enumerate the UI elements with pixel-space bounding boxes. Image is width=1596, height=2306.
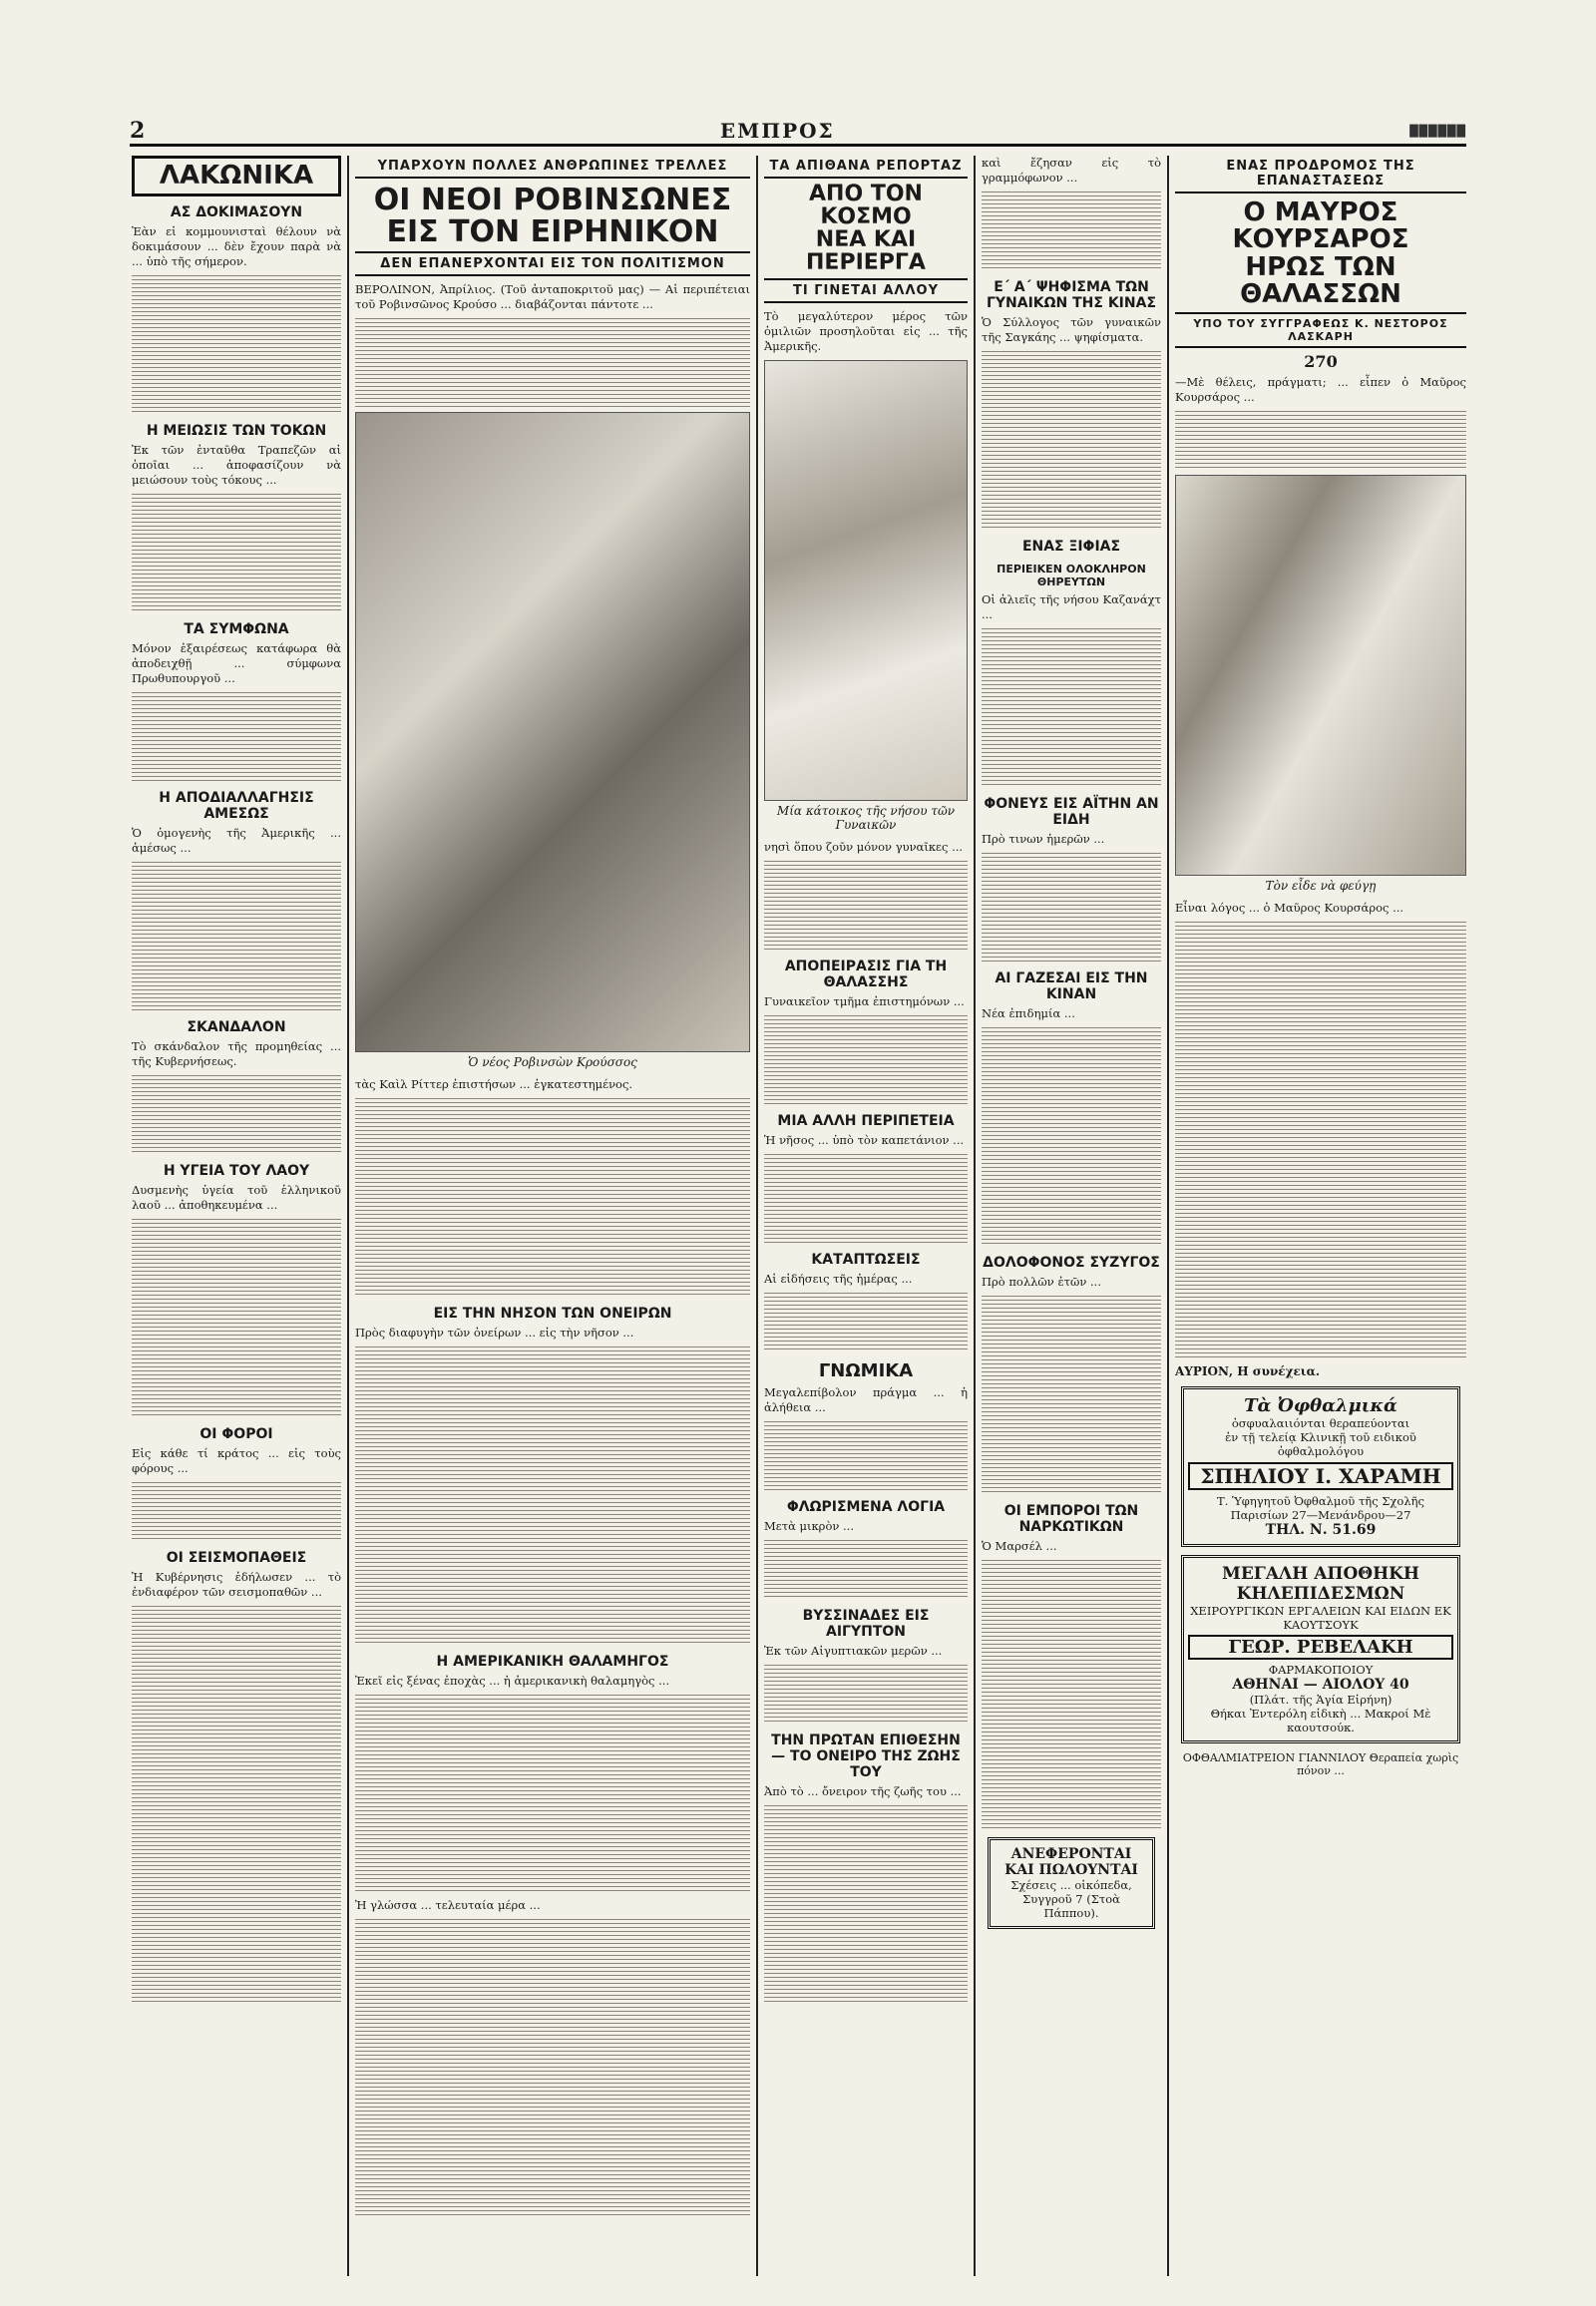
article-heading: ΚΑΤΑΠΤΩΣΕΙΣ: [811, 1252, 921, 1269]
article-kicker: ΕΝΑΣ ΠΡΟΔΡΟΜΟΣ ΤΗΣ ΕΠΑΝΑΣΤΑΣΕΩΣ: [1175, 156, 1466, 193]
masthead-right-decoration: ██████: [1409, 124, 1466, 138]
article-text: Μόνον ἐξαιρέσεως κατάφωρα θὰ ἀποδειχθῇ ... σύμφωνα Πρωθυπουργοῦ ...: [132, 641, 341, 686]
article-text: τὰς Καὶλ Ρίττερ ἐπιστήσων ... ἐγκατεστημένος.: [355, 1077, 633, 1091]
paper-name: ΕΜΠΡΟΣ: [719, 119, 835, 143]
headline-line-2: ΗΡΩΣ ΤΩΝ ΘΑΛΑΣΣΩΝ: [1240, 251, 1401, 309]
ad-body: Σχέσεις ... οἰκόπεδα, Συγγροῦ 7 (Στοὰ Πάππου).: [1010, 1878, 1132, 1920]
ad-name: ΣΠΗΛΙΟΥ Ι. ΧΑΡΑΜΗ: [1188, 1462, 1453, 1490]
text-block: [764, 1421, 968, 1491]
article-heading: ΣΚΑΝΔΑΛΟΝ: [187, 1019, 286, 1036]
ad-title: ΚΗΛΕΠΙΔΕΣΜΩΝ: [1236, 1584, 1405, 1605]
headline-line-2: ΕΙΣ ΤΟΝ ΕΙΡΗΝΙΚΟΝ: [386, 213, 719, 249]
ad-title: ΑΝΕΦΕΡΟΝΤΑΙ ΚΑΙ ΠΩΛΟΥΝΤΑΙ: [1004, 1846, 1138, 1878]
article-subhead: ΔΕΝ ΕΠΑΝΕΡΧΟΝΤΑΙ ΕΙΣ ΤΟΝ ΠΟΛΙΤΙΣΜΟΝ: [355, 251, 750, 276]
column-misc: [982, 156, 1161, 2276]
article-text: Ἡ Κυβέρνησις ἐδήλωσεν ... τὸ ἐνδιαφέρον τῶν σεισμοπαθῶν ...: [132, 1570, 341, 1600]
article-text: Ἐκ τῶν Αἰγυπτιακῶν μερῶν ...: [764, 1644, 943, 1659]
article-heading: ΕΝΑΣ ΞΙΦΙΑΣ: [1021, 539, 1121, 555]
article-text: ΒΕΡΟΛΙΝΟΝ, Ἀπρίλιος. (Τοῦ ἀνταποκριτοῦ μας) — Αἱ περιπέτειαι τοῦ Ροβινσῶνος Κρούσο ... διαβάζονται πάντοτε ...: [355, 282, 750, 311]
article-text: —Μὲ θέλεις, πράγματι; ... εἶπεν ὁ Μαῦρος Κουρσάρος ...: [1175, 375, 1466, 405]
photo-caption: Ὁ νέος Ροβινσὼν Κρούσσος: [468, 1055, 637, 1069]
text-block: [764, 861, 968, 951]
article-text: Αἱ εἰδήσεις τῆς ἡμέρας ...: [764, 1272, 913, 1287]
ad-title: ΜΕΓΑΛΗ ΑΠΟΘΗΚΗ: [1222, 1564, 1419, 1585]
article-text: Ὁ Μαρσέλ ...: [982, 1539, 1057, 1553]
text-block: [132, 1606, 341, 2005]
text-block: [764, 1293, 968, 1352]
article-heading: ΟΙ ΣΕΙΣΜΟΠΑΘΕΙΣ: [166, 1550, 307, 1567]
article-subheading: ΠΕΡΙΕΙΚΕΝ ΟΛΟΚΛΗΡΟΝ ΘΗΡΕΥΤΩΝ: [997, 563, 1146, 588]
text-block: [764, 1805, 968, 2005]
headline-line-1: Ο ΜΑΥΡΟΣ ΚΟΥΡΣΑΡΟΣ: [1232, 197, 1409, 255]
article-heading: ΟΙ ΦΟΡΟΙ: [200, 1426, 273, 1443]
article-heading: ΤΑ ΣΥΜΦΩΝΑ: [184, 621, 289, 638]
article-heading: ΤΗΝ ΠΡΩΤΑΝ ΕΠΙΘΕΣΗΝ — ΤΟ ΟΝΕΙΡΟ ΤΗΣ ΖΩΗΣ ΤΟΥ: [771, 1732, 961, 1781]
article-heading: Ε΄ Α΄ ΨΗΦΙΣΜΑ ΤΩΝ ΓΥΝΑΙΚΩΝ ΤΗΣ ΚΙΝΑΣ: [986, 279, 1157, 311]
article-heading: ΑΠΟΠΕΙΡΑΣΙΣ ΓΙΑ ΤΗ ΘΑΛΑΣΣΗΣ: [784, 959, 948, 991]
article-text: Πρὸ τινων ἡμερῶν ...: [982, 832, 1105, 846]
column-rule: [347, 156, 349, 2276]
article-text: νησὶ ὅπου ζοῦν μόνον γυναῖκες ...: [764, 840, 964, 855]
article-text: Πρὸς διαφυγὴν τῶν ὀνείρων ... εἰς τὴν νῆσον ...: [355, 1326, 634, 1340]
article-heading: ΑΙ ΓΑΖΕΣΑΙ ΕΙΣ ΤΗΝ ΚΙΝΑΝ: [995, 970, 1148, 1002]
text-block: [982, 1560, 1161, 1829]
article-text: Γυναικεῖον τμῆμα ἐπιστημόνων ...: [764, 994, 965, 1009]
ad-address: ΑΘΗΝΑΙ — ΑΙΟΛΟΥ 40: [1232, 1677, 1409, 1694]
article-text: Μεγαλεπίβολον πράγμα ... ἡ ἀλήθεια ...: [764, 1385, 968, 1415]
article-text: Ἡ νῆσος ... ὑπὸ τὸν καπετάνιον ...: [764, 1133, 965, 1148]
column-robinsons: [355, 156, 750, 2276]
article-heading: ΑΣ ΔΟΚΙΜΑΣΟΥΝ: [170, 204, 303, 221]
article-text: Εἰς κάθε τί κράτος ... εἰς τοὺς φόρους ...: [132, 1446, 341, 1476]
article-heading: Η ΜΕΙΩΣΙΣ ΤΩΝ ΤΟΚΩΝ: [146, 423, 327, 440]
ad-address: Τ. Ὑφηγητοῦ Ὀφθαλμοῦ τῆς Σχολῆς Παρισίων 27—Μενάνδρου—27: [1217, 1494, 1424, 1523]
article-heading: ΕΙΣ ΤΗΝ ΝΗΣΟΝ ΤΩΝ ΟΝΕΙΡΩΝ: [433, 1306, 672, 1322]
article-text: Πρὸ πολλῶν ἐτῶν ...: [982, 1275, 1101, 1289]
illustration-caption: Τὸν εἶδε νὰ φεύγῃ: [1265, 879, 1377, 894]
installment-number: 270: [1304, 352, 1338, 372]
headline-line-1: ΟΙ ΝΕΟΙ ΡΟΒΙΝΣΩΝΕΣ: [373, 183, 732, 217]
article-text: Ἐὰν εἰ κομμουνισταὶ θέλουν νὰ δοκιμάσουν ... δὲν ἔχουν παρὰ νὰ ... ὑπὸ τῆς σήμερον.: [132, 224, 341, 269]
ad-line: (Πλάτ. τῆς Ἁγία Εἰρήνη): [1249, 1693, 1393, 1708]
article-text: Τὸ σκάνδαλον τῆς προμηθείας ... τῆς Κυβερνήσεως.: [132, 1039, 341, 1069]
text-block: [982, 351, 1161, 531]
text-block: [982, 628, 1161, 788]
ad-line: ΧΕΙΡΟΥΡΓΙΚΩΝ ΕΡΓΑΛΕΙΩΝ ΚΑΙ ΕΙΔΩΝ ΕΚ ΚΑΟΥΤΣΟΥΚ: [1190, 1604, 1451, 1633]
text-block: [355, 318, 750, 408]
continued-notice: ΑΥΡΙΟΝ, Η συνέχεια.: [1175, 1364, 1321, 1379]
text-block: [132, 692, 341, 782]
column-rule: [974, 156, 976, 2276]
article-text: Μετὰ μικρὸν ...: [764, 1519, 854, 1534]
text-block: [764, 1154, 968, 1244]
text-block: [132, 1482, 341, 1542]
article-text: Ἐκεῖ εἰς ξένας ἐποχὰς ... ἡ ἀμερικανικὴ θαλαμηγὸς ...: [355, 1674, 670, 1688]
article-heading: ΒΥΣΣΙΝΑΔΕΣ ΕΙΣ ΑΙΓΥΠΤΟΝ: [802, 1608, 930, 1641]
ad-title: Τὰ Ὀφθαλμικά: [1244, 1395, 1397, 1417]
article-text: Οἱ ἀλιεῖς τῆς νήσου Καζανάχτ ...: [982, 592, 1161, 621]
text-block: [132, 275, 341, 415]
illustration: [1175, 475, 1466, 876]
text-block: [982, 1296, 1161, 1495]
woman-portrait-photo: [764, 360, 968, 801]
article-text: Ἠ γλώσσα ... τελευταία μέρα ...: [355, 1898, 541, 1912]
byline: ΥΠΟ ΤΟΥ ΣΥΓΓΡΑΦΕΩΣ Κ. ΝΕΣΤΟΡΟΣ ΛΑΣΚΑΡΗ: [1175, 312, 1466, 348]
classified-ad: [988, 1837, 1155, 1929]
text-block: [355, 1695, 750, 1894]
text-block: [132, 862, 341, 1011]
text-block: [982, 853, 1161, 962]
article-text: Νέα ἐπιδημία ...: [982, 1006, 1075, 1020]
article-heading: ΔΟΛΟΦΟΝΟΣ ΣΥΖΥΓΟΣ: [983, 1255, 1160, 1271]
article-text: Δυσμενὴς ὑγεία τοῦ ἑλληνικοῦ λαοῦ ... ἀποθηκευμένα ...: [132, 1183, 341, 1213]
article-heading: Η ΑΜΕΡΙΚΑΝΙΚΗ ΘΑΛΑΜΗΓΟΣ: [436, 1654, 669, 1670]
ad-line: ΦΑΡΜΑΚΟΠΟΙΟΥ: [1268, 1663, 1374, 1678]
ophthalmology-ad: [1181, 1386, 1460, 1547]
text-block: [1175, 922, 1466, 1360]
ad-line: ὀσφυαλαιιόνται θεραπεύονται: [1231, 1416, 1410, 1431]
article-text: Ὁ Σύλλογος τῶν γυναικῶν τῆς Σαγκάης ... ψηφίσματα.: [982, 315, 1161, 344]
ad-footer: ΟΦΘΑΛΜΙΑΤΡΕΙΟΝ ΓΙΑΝΝΙΛΟΥ Θεραπεία χωρὶς πόνον ...: [1182, 1751, 1459, 1778]
ad-name: ΓΕΩΡ. ΡΕΒΕΛΑΚΗ: [1188, 1635, 1453, 1660]
text-block: [982, 192, 1161, 271]
article-heading: ΓΝΩΜΙΚΑ: [818, 1360, 914, 1382]
ad-body: Θήκαι Ἐντερόλη εἰδικὴ ... Μακροί Μὲ καουτσούκ.: [1210, 1707, 1431, 1735]
column-news: [764, 156, 968, 2276]
article-heading: Η ΥΓΕΙΑ ΤΟΥ ΛΑΟΥ: [163, 1163, 310, 1180]
text-block: [1175, 411, 1466, 471]
article-heading: ΜΙΑ ΑΛΛΗ ΠΕΡΙΠΕΤΕΙΑ: [777, 1113, 955, 1130]
text-block: [355, 1346, 750, 1646]
headline-line-2: ΝΕΑ ΚΑΙ ΠΕΡΙΕΡΓΑ: [806, 227, 926, 276]
photo-caption: Μία κάτοικος τῆς νήσου τῶν Γυναικῶν: [776, 804, 956, 833]
text-block: [132, 494, 341, 613]
robinson-photo: [355, 412, 750, 1052]
ad-line: ἐν τῇ τελείᾳ Κλινικῇ τοῦ ειδικοῦ ὀφθαλμολόγου: [1225, 1430, 1416, 1459]
page-number: 2: [130, 118, 146, 144]
article-text: Ἐκ τῶν ἐνταῦθα Τραπεζῶν αἱ ὁποῖαι ... ἀποφασίζουν νὰ μειώσουν τοὺς τόκους ...: [132, 443, 341, 488]
text-block: [764, 1665, 968, 1725]
text-block: [764, 1015, 968, 1105]
article-text: Ἀπὸ τὸ ... ὄνειρον τῆς ζωῆς του ...: [764, 1784, 962, 1799]
article-subhead: ΤΙ ΓΙΝΕΤΑΙ ΑΛΛΟΥ: [764, 278, 968, 303]
text-block: [764, 1540, 968, 1600]
article-text: καὶ ἔζησαν εἰς τὸ γραμμόφωνον ...: [982, 156, 1161, 185]
column-rule: [756, 156, 758, 2276]
text-block: [355, 1098, 750, 1298]
bandage-store-ad: [1181, 1555, 1460, 1743]
article-text: Ὁ ὁμογενὴς τῆς Ἀμερικῆς ... ἀμέσως ...: [132, 826, 341, 856]
section-title: ΛΑΚΩΝΙΚΑ: [132, 156, 341, 196]
column-lakonika: [132, 156, 341, 2276]
article-kicker: ΤΑ ΑΠΙΘΑΝΑ ΡΕΠΟΡΤΑΖ: [764, 156, 968, 179]
text-block: [132, 1219, 341, 1418]
ad-phone: ΤΗΛ. Ν. 51.69: [1265, 1522, 1377, 1539]
headline-line-1: ΑΠΟ ΤΟΝ ΚΟΣΜΟ: [809, 182, 923, 230]
article-heading: Η ΑΠΟΔΙΑΛΛΑΓΗΣΙΣ ΑΜΕΣΩΣ: [159, 790, 314, 823]
article-heading: ΟΙ ΕΜΠΟΡΟΙ ΤΩΝ ΝΑΡΚΩΤΙΚΩΝ: [1003, 1503, 1139, 1535]
article-heading: ΦΛΩΡΙΣΜΕΝΑ ΛΟΓΙΑ: [786, 1499, 946, 1516]
column-rule: [1167, 156, 1169, 2276]
text-block: [132, 1075, 341, 1155]
text-block: [355, 1919, 750, 2218]
article-text: Τὸ μεγαλύτερον μέρος τῶν ὁμιλιῶν προσηλοῦται εἰς ... τῆς Ἀμερικῆς.: [764, 309, 968, 354]
column-kursaros: [1175, 156, 1466, 2276]
article-heading: ΦΟΝΕΥΣ ΕΙΣ ΑΪΤΗΝ ΑΝ ΕΙΔΗ: [984, 796, 1159, 828]
article-text: Εἶναι λόγος ... ὁ Μαῦρος Κουρσάρος ...: [1175, 901, 1404, 916]
text-block: [982, 1027, 1161, 1247]
masthead: [130, 118, 1466, 147]
article-kicker: ΥΠΑΡΧΟΥΝ ΠΟΛΛΕΣ ΑΝΘΡΩΠΙΝΕΣ ΤΡΕΛΛΕΣ: [355, 156, 750, 179]
